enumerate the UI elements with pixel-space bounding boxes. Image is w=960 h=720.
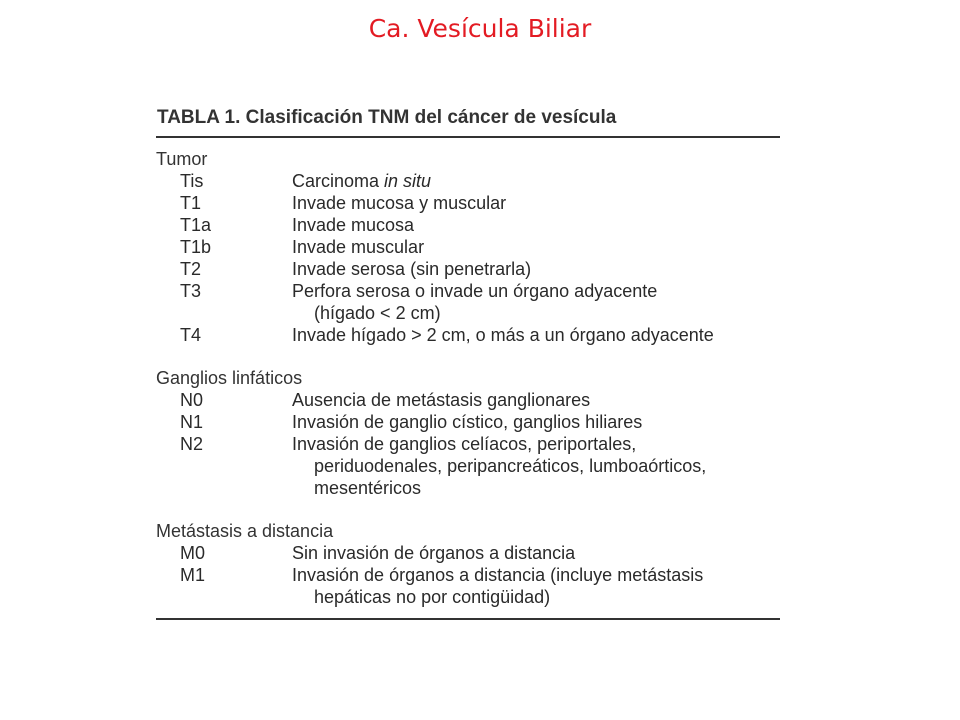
row-description-text: Invasión de órganos a distancia (incluye metástasis	[292, 565, 704, 585]
row-code: T1a	[180, 215, 212, 235]
row-description	[292, 542, 780, 564]
table-row	[156, 170, 780, 192]
row-code: N2	[180, 434, 204, 454]
table-row	[156, 324, 780, 346]
row-code: M0	[180, 543, 206, 563]
row-description-italic: in situ	[384, 171, 432, 191]
row-description-text: Ausencia de metástasis ganglionares	[292, 390, 591, 410]
section-title: Ganglios linfáticos	[156, 368, 303, 388]
row-description-continuation: mesentéricos	[314, 478, 422, 498]
row-description-text: Invade muscular	[292, 237, 425, 257]
table-row	[156, 433, 780, 499]
row-description	[292, 258, 780, 280]
row-code: T1	[180, 193, 202, 213]
table-caption: TABLA 1. Clasificación TNM del cáncer de vesícula	[157, 107, 617, 128]
table-row	[156, 564, 780, 608]
table-row	[156, 214, 780, 236]
row-code: T3	[180, 281, 202, 301]
row-description-text: Invasión de ganglios celíacos, periportales,	[292, 434, 637, 454]
row-description	[292, 236, 780, 258]
table-row	[156, 192, 780, 214]
row-code: T1b	[180, 237, 212, 257]
row-description	[292, 433, 780, 499]
row-description	[292, 192, 780, 214]
table-row	[156, 280, 780, 324]
row-description	[292, 280, 780, 324]
row-code: N1	[180, 412, 204, 432]
row-description	[292, 411, 780, 433]
row-code: M1	[180, 565, 206, 585]
row-description-text: Invade mucosa y muscular	[292, 193, 507, 213]
row-description	[292, 564, 780, 608]
row-description-text: Sin invasión de órganos a distancia	[292, 543, 576, 563]
row-description-text: Carcinoma	[292, 171, 385, 191]
row-description-text: Perfora serosa o invade un órgano adyacente	[292, 281, 658, 301]
slide-title: Ca. Vesícula Biliar	[368, 14, 592, 43]
table-section	[156, 520, 780, 608]
tnm-table-figure	[156, 104, 780, 620]
table-section	[156, 148, 780, 346]
row-description-text: Invasión de ganglio cístico, ganglios hiliares	[292, 412, 643, 432]
table-row	[156, 411, 780, 433]
row-code: T4	[180, 325, 202, 345]
row-code: T2	[180, 259, 202, 279]
row-description	[292, 389, 780, 411]
table-bottom-rule	[156, 618, 780, 620]
row-description-continuation: (hígado < 2 cm)	[314, 303, 441, 323]
row-description-text: Invade serosa (sin penetrarla)	[292, 259, 532, 279]
table-row	[156, 236, 780, 258]
table-section	[156, 367, 780, 499]
row-description	[292, 324, 780, 346]
table-row	[156, 389, 780, 411]
table-row	[156, 542, 780, 564]
table-row	[156, 258, 780, 280]
row-description	[292, 170, 780, 192]
row-description-text: Invade hígado > 2 cm, o más a un órgano adyacente	[292, 325, 714, 345]
row-description-continuation: periduodenales, peripancreáticos, lumboaórticos,	[314, 456, 707, 476]
row-code: Tis	[180, 171, 204, 191]
row-code: N0	[180, 390, 204, 410]
row-description	[292, 214, 780, 236]
row-description-text: Invade mucosa	[292, 215, 415, 235]
row-description-continuation: hepáticas no por contigüidad)	[314, 587, 551, 607]
table-body	[156, 138, 780, 608]
section-title: Metástasis a distancia	[156, 521, 334, 541]
section-title: Tumor	[156, 149, 208, 169]
